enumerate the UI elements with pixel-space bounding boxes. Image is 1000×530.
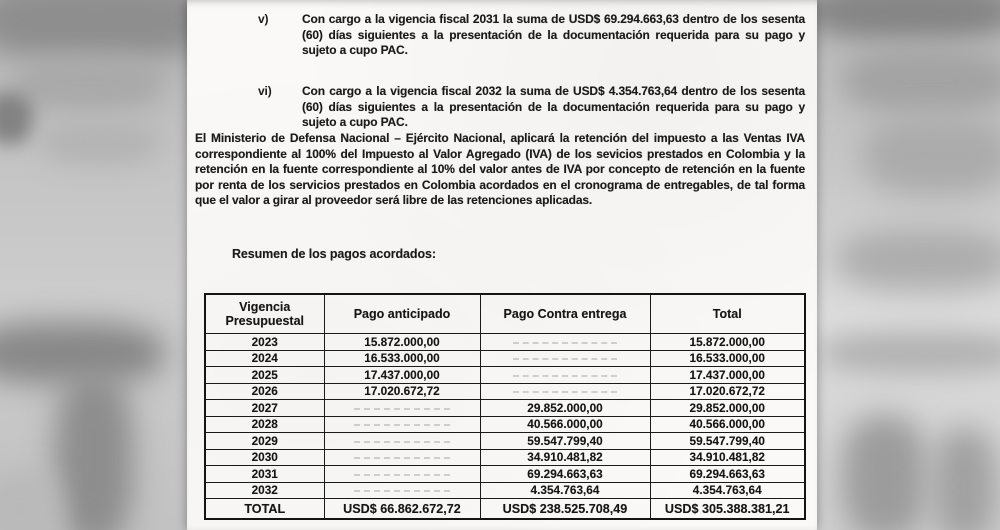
clause-item-v — [258, 12, 805, 59]
table-total-row — [205, 499, 805, 520]
year-cell: 2032 — [205, 482, 324, 499]
pago-anticipado-cell: 15.872.000,00 — [324, 334, 480, 351]
table-row-2026 — [205, 383, 805, 400]
blur-shape — [822, 332, 1000, 374]
year-cell: 2030 — [205, 449, 324, 466]
total-cell: 29.852.000,00 — [650, 400, 805, 417]
table-header-row — [205, 294, 805, 334]
total-cell: 17.437.000,00 — [650, 367, 805, 384]
total-cell: 17.020.672,72 — [650, 383, 805, 400]
clause-text: Con cargo a la vigencia fiscal 2032 la suma de USD$ 4.354.763,64 dentro de los sesenta (60) días siguientes a la presentación de la documentación requerida para su pago y sujeto a cupo PAC. — [302, 84, 805, 130]
pago-contra-entrega-cell — [480, 334, 650, 351]
blur-shape — [842, 48, 1000, 113]
blur-shape — [15, 55, 165, 110]
clause-item-vi — [258, 84, 805, 131]
year-cell: 2029 — [205, 433, 324, 450]
total-label-cell: TOTAL — [205, 499, 324, 520]
blur-shape — [55, 372, 133, 530]
year-cell: 2024 — [205, 350, 324, 367]
year-cell: 2025 — [205, 367, 324, 384]
pago-contra-entrega-cell: 34.910.481,82 — [480, 449, 650, 466]
pago-anticipado-cell — [324, 400, 480, 417]
table-row-2028 — [205, 416, 805, 433]
clause-marker: v) — [258, 12, 269, 26]
header-pago-contra-entrega: Pago Contra entrega — [480, 294, 650, 334]
retention-paragraph: El Ministerio de Defensa Nacional – Ejército Nacional, aplicará la retención del impuesto a las Ventas IVA correspondiente al 100% del Impuesto al Valor Agregado (IVA) de los sevicios prestados en Colombia y la retención en la fuente correspondiente al 10% del valor antes de IVA por concepto de retención en la fuente por renta de los servicios prestados en Colombia acordados en el cronograma de entregables, de tal forma que el valor a girar al proveedor será libre de las retenciones aplicadas. — [195, 131, 805, 208]
blur-shape — [932, 428, 997, 530]
pago-contra-entrega-cell: 59.547.799,40 — [480, 433, 650, 450]
pago-anticipado-cell — [324, 416, 480, 433]
blur-shape — [837, 228, 1000, 290]
blur-shape — [0, 470, 60, 530]
blur-shape — [40, 120, 160, 165]
pago-anticipado-cell — [324, 466, 480, 483]
background-blur-right — [817, 0, 1000, 530]
table-row-2027 — [205, 400, 805, 417]
pago-anticipado-cell: 17.437.000,00 — [324, 367, 480, 384]
total-cell: 4.354.763,64 — [650, 482, 805, 499]
blur-shape — [842, 415, 927, 530]
blur-shape — [862, 115, 1000, 195]
total-cell: 59.547.799,40 — [650, 433, 805, 450]
clause-marker: vi) — [258, 84, 272, 98]
table-row-2031 — [205, 466, 805, 483]
blur-shape — [0, 92, 33, 144]
year-cell: 2026 — [205, 383, 324, 400]
total-cell: 15.872.000,00 — [650, 334, 805, 351]
pago-contra-entrega-cell: 69.294.663,63 — [480, 466, 650, 483]
total-cell: 34.910.481,82 — [650, 449, 805, 466]
table-row-2032 — [205, 482, 805, 499]
pago-anticipado-cell — [324, 482, 480, 499]
background-blur-left — [0, 0, 187, 530]
blur-shape — [0, 0, 187, 60]
table-row-2030 — [205, 449, 805, 466]
pago-contra-entrega-cell — [480, 383, 650, 400]
pago-contra-entrega-cell: 4.354.763,64 — [480, 482, 650, 499]
pago-contra-entrega-cell — [480, 350, 650, 367]
blur-shape — [817, 0, 1000, 40]
pago-anticipado-cell — [324, 433, 480, 450]
header-vigencia-presupuestal: Vigencia Presupuestal — [205, 294, 324, 334]
grand-total-cell: USD$ 305.388.381,21 — [650, 499, 805, 520]
total-contra-entrega-cell: USD$ 238.525.708,49 — [480, 499, 650, 520]
table-row-2023 — [205, 334, 805, 351]
year-cell: 2027 — [205, 400, 324, 417]
payments-summary-heading: Resumen de los pagos acordados: — [232, 247, 436, 261]
table-row-2025 — [205, 367, 805, 384]
table-row-2029 — [205, 433, 805, 450]
document-page — [187, 0, 817, 530]
year-cell: 2031 — [205, 466, 324, 483]
pago-anticipado-cell: 16.533.000,00 — [324, 350, 480, 367]
payments-summary-table — [204, 293, 806, 520]
year-cell: 2028 — [205, 416, 324, 433]
pago-contra-entrega-cell: 29.852.000,00 — [480, 400, 650, 417]
total-cell: 40.566.000,00 — [650, 416, 805, 433]
clause-text: Con cargo a la vigencia fiscal 2031 la suma de USD$ 69.294.663,63 dentro de los sesenta (60) días siguientes a la presentación de la documentación requerida para su pago y sujeto a cupo PAC. — [302, 12, 805, 58]
header-total: Total — [650, 294, 805, 334]
header-pago-anticipado: Pago anticipado — [324, 294, 480, 334]
total-anticipado-cell: USD$ 66.862.672,72 — [324, 499, 480, 520]
pago-contra-entrega-cell: 40.566.000,00 — [480, 416, 650, 433]
total-cell: 69.294.663,63 — [650, 466, 805, 483]
total-cell: 16.533.000,00 — [650, 350, 805, 367]
payments-table-wrapper — [204, 293, 806, 520]
pago-anticipado-cell: 17.020.672,72 — [324, 383, 480, 400]
pago-contra-entrega-cell — [480, 367, 650, 384]
year-cell: 2023 — [205, 334, 324, 351]
table-row-2024 — [205, 350, 805, 367]
pago-anticipado-cell — [324, 449, 480, 466]
